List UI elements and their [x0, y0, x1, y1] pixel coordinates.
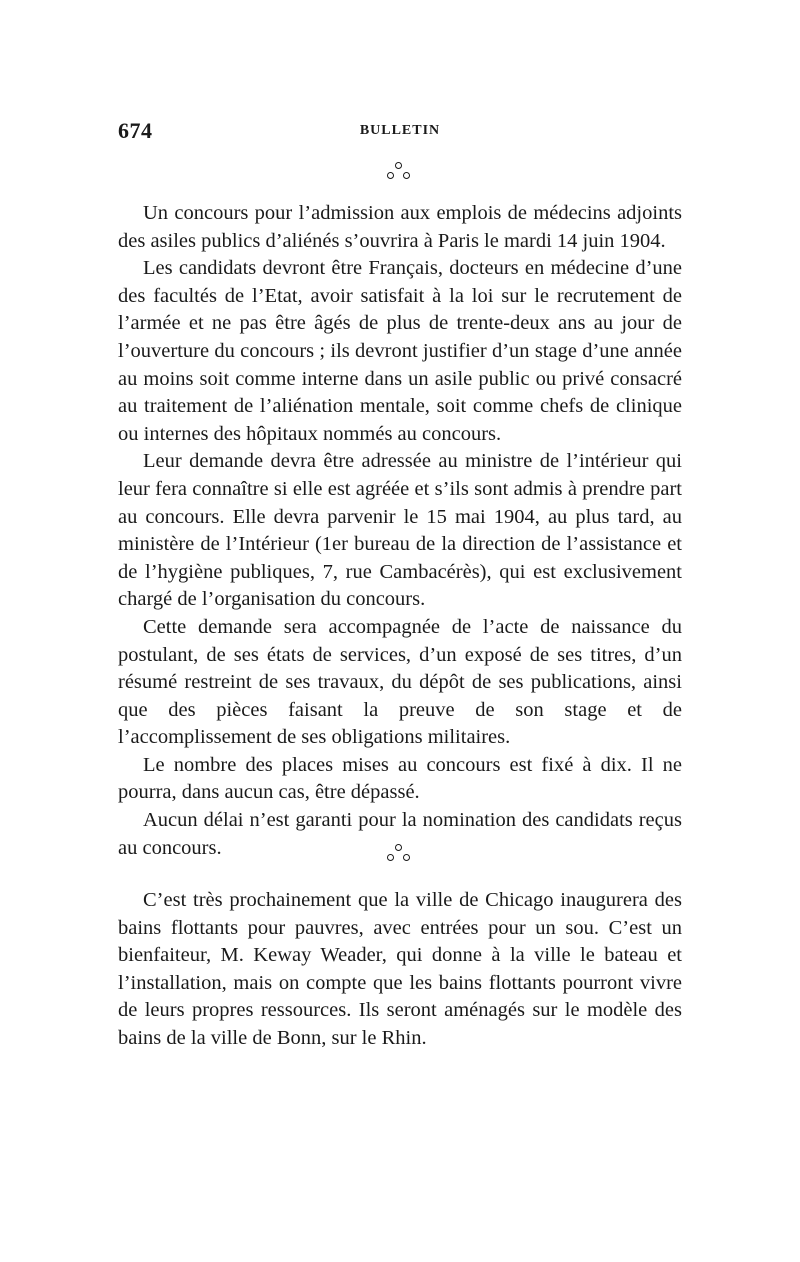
circle-ornament-icon: [403, 854, 410, 861]
notice-concours-medecins: [118, 200, 682, 862]
page-number: 674: [118, 118, 153, 143]
paragraph: Cette demande sera accompagnée de l’acte de naissance du postulant, de ses états de services, d’un exposé de ses titres, d’un résumé restreint de ses travaux, du dépôt de ses publications, ainsi que des pièces faisant la preuve de son stage et de l’accomplissement de ses obligations militaires.: [118, 615, 682, 749]
asterism-ornament: [380, 160, 420, 186]
circle-ornament-icon: [387, 172, 394, 179]
paragraph: Leur demande devra être adressée au ministre de l’intérieur qui leur fera connaître si elle est agréée et s’ils sont admis à prendre part au concours. Elle devra parvenir le 15 mai 1904, au plus tard, au ministère de l’Intérieur (1er bureau de la direction de l’assistance et de l’hygiène publiques, 7, rue Cambacérès), qui est exclusivement chargé de l’organisation du concours.: [118, 450, 682, 611]
asterism-ornament: [380, 842, 420, 868]
circle-ornament-icon: [395, 844, 402, 851]
paragraph: Les candidats devront être Français, docteurs en médecine d’une des facultés de l’Etat, avoir satisfait à la loi sur le recrutement de l’armée et ne pas être âgés de plus de trente-deux ans au jour de l’ouverture du concours ; ils devront justifier d’un stage d’une année au moins soit comme interne dans un asile public ou privé consacré au traitement de l’aliénation mentale, soit comme chefs de clinique ou internes des hôpitaux nommés au concours.: [118, 257, 682, 445]
page-header: [118, 118, 682, 148]
running-title: BULLETIN: [359, 123, 441, 138]
circle-ornament-icon: [403, 172, 410, 179]
paragraph: Un concours pour l’admission aux emplois de médecins adjoints des asiles publics d’aliénés s’ouvrira à Paris le mardi 14 juin 1904.: [118, 202, 682, 252]
paragraph: Aucun délai n’est garanti pour la nomination des candidats reçus au concours.: [118, 809, 682, 859]
circle-ornament-icon: [395, 162, 402, 169]
paragraph: Le nombre des places mises au concours est fixé à dix. Il ne pourra, dans aucun cas, être dépassé.: [118, 753, 682, 804]
notice-bains-chicago: [118, 887, 682, 1053]
paragraph: C’est très prochainement que la ville de Chicago inaugurera des bains flottants pour pauvres, avec entrées pour un sou. C’est un bienfaiteur, M. Keway Weader, qui donne à la ville le bateau et l’installation, mais on compte que les bains flottants pourront vivre de leurs propres ressources. Ils seront aménagés sur le modèle des bains de la ville de Bonn, sur le Rhin.: [118, 889, 682, 1049]
circle-ornament-icon: [387, 854, 394, 861]
